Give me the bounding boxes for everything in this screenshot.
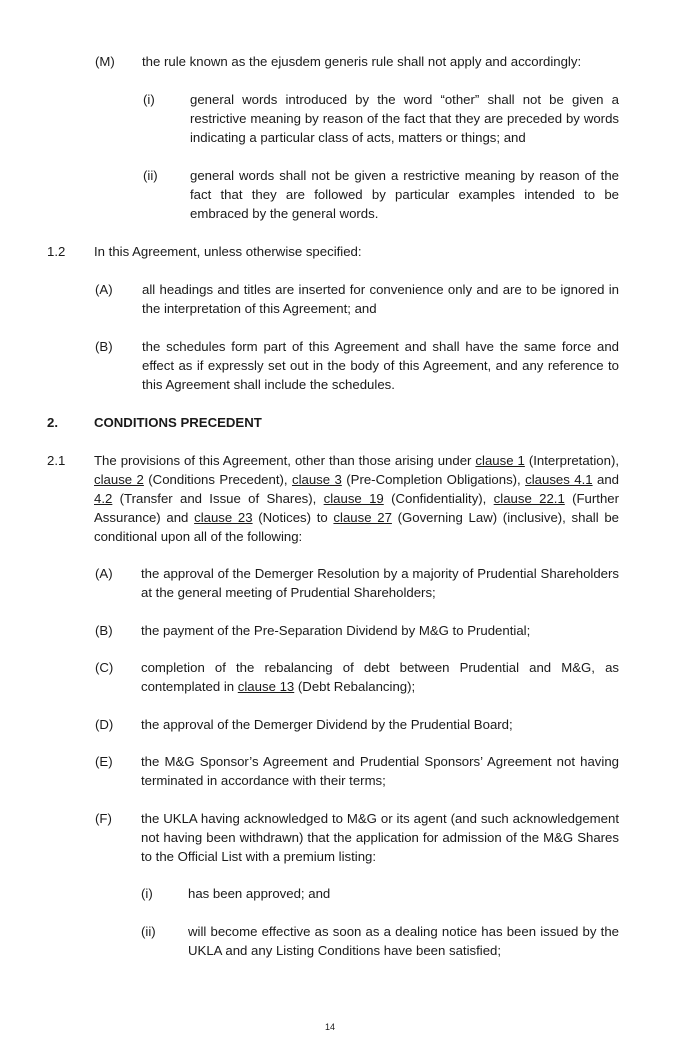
text-run: (Confidentiality), xyxy=(383,491,494,506)
clause-label: (B) xyxy=(95,339,113,354)
text-run: (Transfer and Issue of Shares), xyxy=(112,491,324,506)
text-run: (Pre-Completion Obligations), xyxy=(341,472,526,487)
clause-reference: clause 3 xyxy=(291,472,342,487)
subclause-text: has been approved; and xyxy=(188,886,331,901)
section-title: CONDITIONS PRECEDENT xyxy=(94,415,262,430)
clause-reference: clauses 4.1 xyxy=(525,472,593,487)
clause-label: (A) xyxy=(95,282,113,297)
clause-reference: clause 1 xyxy=(475,453,525,468)
clause-text: the UKLA having acknowledged to M&G or its agent (and such acknowledgement not having been withdrawn) that the application for admission of the M&G Shares to the Official List with a premium listing: xyxy=(141,811,619,864)
text-run: and xyxy=(592,472,620,487)
subclause-text: will become effective as soon as a dealing notice has been issued by the UKLA and any Listing Conditions have been satisfied; xyxy=(188,924,619,958)
subclause-label: (i) xyxy=(141,886,153,901)
clause-text: the M&G Sponsor’s Agreement and Prudential Sponsors’ Agreement not having terminated in accordance with their terms; xyxy=(141,754,619,788)
clause-reference: clause 23 xyxy=(194,510,253,525)
clause-text: the schedules form part of this Agreement and shall have the same force and effect as if expressly set out in the body of this Agreement, and any reference to this Agreement shall include the schedules. xyxy=(142,339,619,392)
subclause-label: (ii) xyxy=(143,168,158,183)
clause-label: (C) xyxy=(95,660,114,675)
clause-reference: clause 13 xyxy=(237,679,295,694)
clause-text xyxy=(141,658,619,696)
clause-text: the approval of the Demerger Resolution by a majority of Prudential Shareholders at the general meeting of Prudential Shareholders; xyxy=(141,566,619,600)
text-run: (Conditions Precedent), xyxy=(143,472,292,487)
clause-label: (M) xyxy=(95,54,115,69)
clause-number: 2.1 xyxy=(47,453,66,468)
clause-reference: clause 2 xyxy=(94,472,144,487)
text-run: The provisions of this Agreement, other than those arising under xyxy=(94,453,476,468)
clause-label: (F) xyxy=(95,811,112,826)
clause-text xyxy=(94,451,619,546)
clause-reference: clause 19 xyxy=(323,491,384,506)
clause-label: (B) xyxy=(95,623,113,638)
clause-label: (E) xyxy=(95,754,113,769)
subclause-label: (i) xyxy=(143,92,155,107)
text-run: (Further Assurance) and xyxy=(94,491,619,525)
text-run: (Interpretation), xyxy=(524,453,619,468)
subclause-text: general words shall not be given a restrictive meaning by reason of the fact that they are followed by particular examples intended to be embraced by the general words. xyxy=(190,168,619,221)
clause-text: the rule known as the ejusdem generis rule shall not apply and accordingly: xyxy=(142,54,582,69)
clause-number: 1.2 xyxy=(47,244,66,259)
text-run: (Governing Law) (inclusive), shall be conditional upon all of the following: xyxy=(94,510,620,544)
clause-reference: clause 27 xyxy=(333,510,392,525)
clause-text: In this Agreement, unless otherwise specified: xyxy=(94,244,362,259)
text-run: completion of the rebalancing of debt between Prudential and M&G, as contemplated in xyxy=(141,660,619,694)
clause-text: the approval of the Demerger Dividend by the Prudential Board; xyxy=(141,717,513,732)
clause-reference: 4.2 xyxy=(94,491,113,506)
text-run: (Debt Rebalancing); xyxy=(294,679,416,694)
section-number: 2. xyxy=(47,415,58,430)
clause-text: the payment of the Pre-Separation Dividend by M&G to Prudential; xyxy=(141,623,531,638)
subclause-text: general words introduced by the word “other” shall not be given a restrictive meaning by reason of the fact that they are preceded by words indicating a particular class of acts, matters or things; and xyxy=(190,92,619,145)
text-run: (Notices) to xyxy=(252,510,334,525)
clause-text: all headings and titles are inserted for convenience only and are to be ignored in the interpretation of this Agreement; and xyxy=(142,282,619,316)
subclause-label: (ii) xyxy=(141,924,156,939)
page-number: 14 xyxy=(324,1022,335,1032)
clause-label: (A) xyxy=(95,566,113,581)
clause-label: (D) xyxy=(95,717,114,732)
clause-reference: clause 22.1 xyxy=(493,491,565,506)
